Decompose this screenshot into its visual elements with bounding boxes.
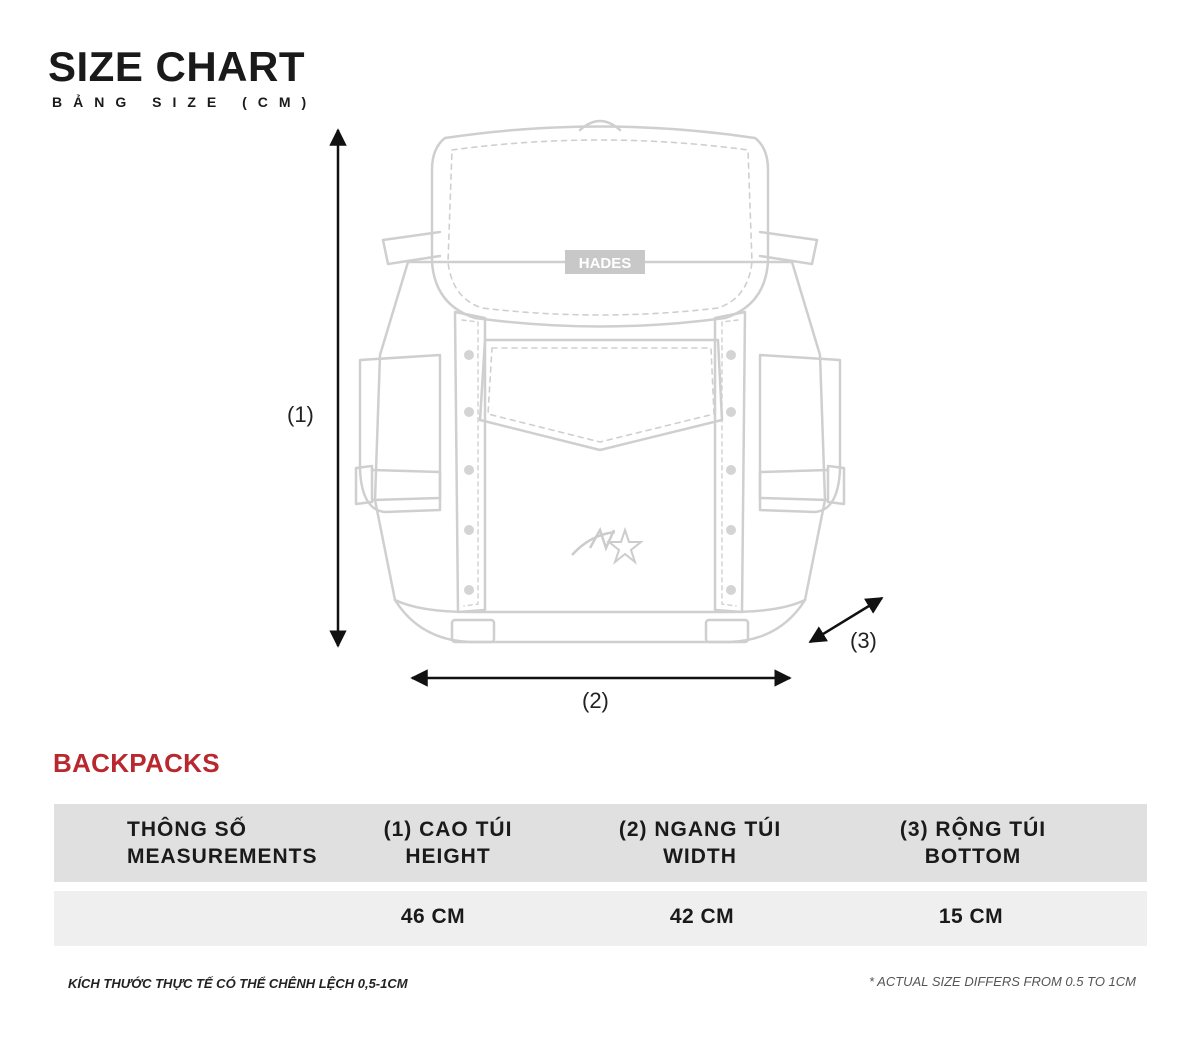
- section-title: BACKPACKS: [53, 748, 220, 778]
- header-line: (2) NGANG TÚI: [618, 818, 782, 841]
- header-line: (1) CAO TÚI: [383, 818, 513, 841]
- header-line: HEIGHT: [405, 845, 491, 868]
- page-title: SIZE CHART: [48, 43, 305, 90]
- table-row: [54, 891, 1147, 946]
- header-bottom: [873, 816, 1073, 870]
- page-subtitle: BẢNG SIZE (CM): [52, 94, 318, 110]
- depth-dimension-label: (3): [850, 628, 877, 653]
- height-dimension-label: (1): [287, 402, 314, 427]
- table-gap: [54, 882, 1147, 891]
- header-line: MEASUREMENTS: [127, 845, 318, 868]
- value-bottom: 15 CM: [938, 905, 1004, 928]
- header-height: [348, 816, 548, 870]
- size-table: [54, 804, 1147, 946]
- header-line: WIDTH: [663, 845, 737, 868]
- value-height: 46 CM: [400, 905, 466, 928]
- header-line: THÔNG SỐ: [127, 818, 248, 841]
- logo-mark-icon: [572, 530, 641, 562]
- width-dimension-label: (2): [582, 688, 609, 713]
- value-width: 42 CM: [669, 905, 735, 928]
- header-measurements: [127, 816, 318, 870]
- table-header-row: [54, 804, 1147, 882]
- note-english: * ACTUAL SIZE DIFFERS FROM 0.5 TO 1CM: [868, 974, 1136, 989]
- backpack-illustration: [0, 110, 1200, 730]
- header-line: (3) RỘNG TÚI: [899, 818, 1047, 841]
- note-vietnamese: KÍCH THƯỚC THỰC TẾ CÓ THỂ CHÊNH LỆCH 0,5-1CM: [68, 976, 408, 991]
- brand-tag: HADES: [578, 255, 632, 272]
- header-line: BOTTOM: [924, 845, 1022, 868]
- header-width: [600, 816, 800, 870]
